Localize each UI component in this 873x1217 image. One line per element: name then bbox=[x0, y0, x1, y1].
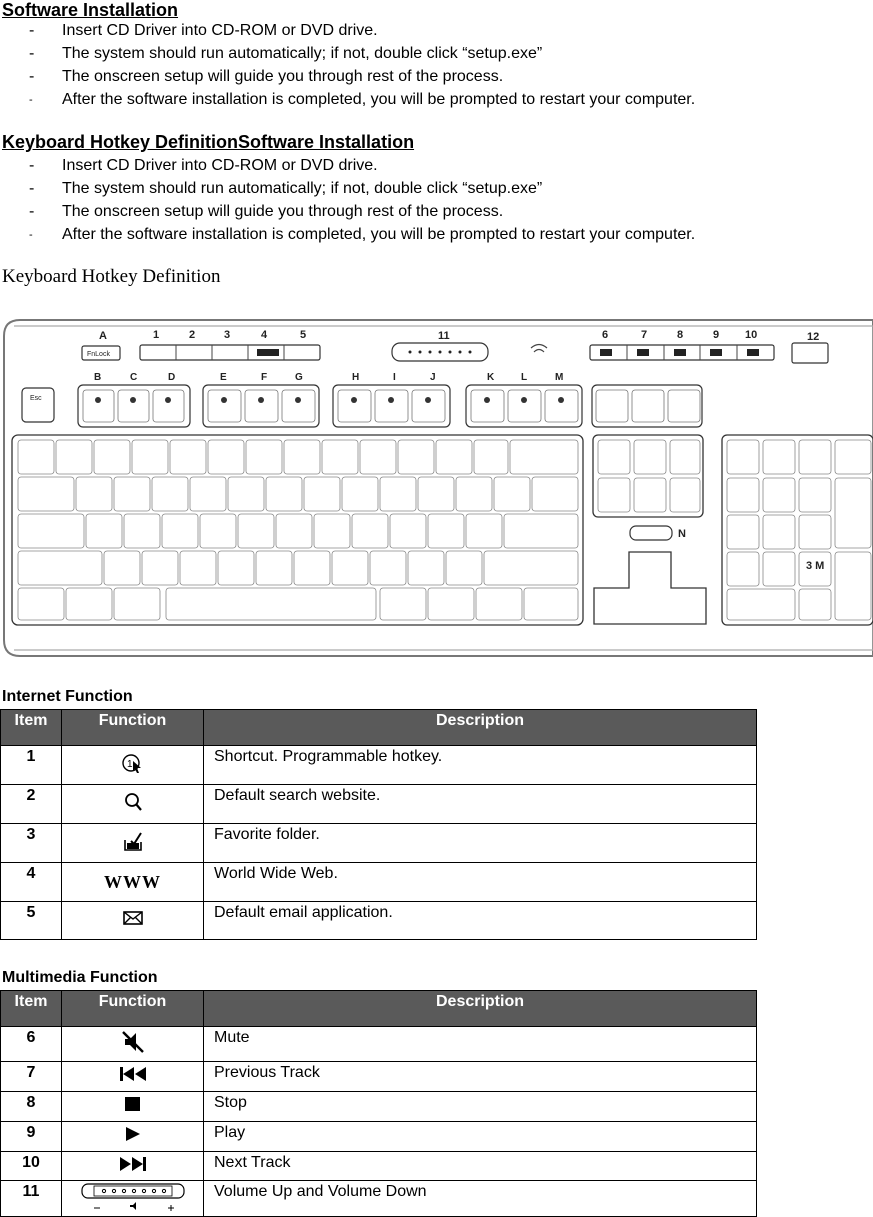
cell-description: Favorite folder. bbox=[204, 824, 757, 863]
cell-item: 8 bbox=[1, 1092, 62, 1122]
install-steps-list-2 bbox=[0, 156, 695, 248]
kb-label-10: 10 bbox=[745, 329, 758, 341]
www-icon: WWW bbox=[104, 871, 161, 892]
kb-fn-M: M bbox=[555, 372, 564, 383]
kb-fn-K: K bbox=[487, 372, 495, 383]
cell-item: 9 bbox=[1, 1122, 62, 1152]
cell-item: 3 bbox=[1, 824, 62, 863]
kb-label-9: 9 bbox=[713, 329, 720, 341]
volume-slider-icon bbox=[78, 1181, 188, 1211]
cell-item: 5 bbox=[1, 902, 62, 940]
list-item: - The onscreen setup will guide you through rest of the process. bbox=[29, 68, 504, 85]
kb-label-N: N bbox=[678, 528, 686, 540]
multimedia-table-title: Multimedia Function bbox=[2, 969, 158, 986]
kb-fn-G: G bbox=[295, 372, 303, 383]
kb-label-11: 11 bbox=[438, 330, 450, 342]
col-item: Item bbox=[1, 710, 62, 746]
list-item: - After the software installation is completed, you will be prompted to restart your computer. bbox=[29, 91, 696, 108]
svg-text:1: 1 bbox=[126, 758, 133, 770]
multimedia-function-table bbox=[0, 990, 757, 1217]
table-row bbox=[1, 785, 757, 824]
kb-label-A: A bbox=[99, 330, 107, 342]
table-row bbox=[1, 1027, 757, 1062]
cell-function bbox=[62, 785, 204, 824]
table-row bbox=[1, 746, 757, 785]
kb-fnlock: FnLock bbox=[87, 351, 110, 358]
cell-description: Volume Up and Volume Down bbox=[204, 1181, 757, 1217]
programmable-hotkey-icon bbox=[121, 752, 145, 774]
keyboard-illustration bbox=[0, 312, 873, 664]
play-icon bbox=[124, 1125, 142, 1143]
col-description: Description bbox=[204, 710, 757, 746]
list-item: - The system should run automatically; if not, double click “setup.exe” bbox=[29, 45, 543, 62]
kb-label-5: 5 bbox=[300, 329, 307, 341]
kb-fn-L: L bbox=[521, 372, 528, 383]
previous-track-icon bbox=[118, 1065, 148, 1083]
cell-function bbox=[62, 863, 204, 902]
list-item: - After the software installation is completed, you will be prompted to restart your computer. bbox=[29, 226, 696, 243]
section-title-software-installation: Software Installation bbox=[2, 0, 179, 20]
cell-item: 10 bbox=[1, 1152, 62, 1181]
table-row bbox=[1, 1152, 757, 1181]
keyboard-diagram bbox=[0, 312, 873, 664]
cell-item: 11 bbox=[1, 1181, 62, 1217]
table-row bbox=[1, 1122, 757, 1152]
table-header-row bbox=[1, 710, 757, 746]
kb-label-2: 2 bbox=[189, 329, 196, 341]
cell-item: 2 bbox=[1, 785, 62, 824]
search-icon bbox=[122, 791, 144, 813]
cell-function bbox=[62, 1062, 204, 1092]
kb-fn-F: F bbox=[261, 372, 268, 383]
cell-function bbox=[62, 746, 204, 785]
kb-label-6: 6 bbox=[602, 329, 609, 341]
list-item: - The onscreen setup will guide you through rest of the process. bbox=[29, 203, 504, 220]
table-row bbox=[1, 1181, 757, 1217]
table-row bbox=[1, 863, 757, 902]
kb-label-3M: 3 M bbox=[806, 560, 825, 572]
cell-description: Mute bbox=[204, 1027, 757, 1062]
table-row bbox=[1, 902, 757, 940]
cell-function bbox=[62, 824, 204, 863]
internet-function-table bbox=[0, 709, 757, 940]
cell-item: 1 bbox=[1, 746, 62, 785]
mute-icon bbox=[120, 1029, 146, 1055]
kb-label-8: 8 bbox=[677, 329, 684, 341]
table-row bbox=[1, 1092, 757, 1122]
kb-fn-D: D bbox=[168, 372, 176, 383]
cell-item: 7 bbox=[1, 1062, 62, 1092]
cell-function bbox=[62, 1027, 204, 1062]
cell-item: 4 bbox=[1, 863, 62, 902]
table-header-row bbox=[1, 991, 757, 1027]
cell-function bbox=[62, 1122, 204, 1152]
kb-label-12: 12 bbox=[807, 331, 820, 343]
kb-fn-J: J bbox=[430, 372, 436, 383]
kb-fn-H: H bbox=[352, 372, 360, 383]
cell-description: Default search website. bbox=[204, 785, 757, 824]
install-steps-list bbox=[0, 21, 695, 113]
cell-description: Shortcut. Programmable hotkey. bbox=[204, 746, 757, 785]
cell-item: 6 bbox=[1, 1027, 62, 1062]
col-item: Item bbox=[1, 991, 62, 1027]
favorite-folder-icon bbox=[122, 830, 144, 852]
email-icon bbox=[121, 908, 145, 928]
stop-icon bbox=[124, 1096, 142, 1112]
cell-description: World Wide Web. bbox=[204, 863, 757, 902]
col-function: Function bbox=[62, 991, 204, 1027]
kb-fn-C: C bbox=[130, 372, 138, 383]
cell-description: Stop bbox=[204, 1092, 757, 1122]
next-track-icon bbox=[118, 1155, 148, 1173]
plain-heading: Keyboard Hotkey Definition bbox=[2, 266, 221, 287]
kb-label-4: 4 bbox=[261, 329, 268, 341]
cell-description: Previous Track bbox=[204, 1062, 757, 1092]
list-item: - Insert CD Driver into CD-ROM or DVD drive. bbox=[29, 22, 378, 39]
kb-fn-E: E bbox=[220, 372, 227, 383]
kb-fn-I: I bbox=[393, 372, 396, 383]
cell-function bbox=[62, 902, 204, 940]
table-row bbox=[1, 824, 757, 863]
kb-label-3: 3 bbox=[224, 329, 231, 341]
table-row bbox=[1, 1062, 757, 1092]
cell-description: Default email application. bbox=[204, 902, 757, 940]
cell-description: Play bbox=[204, 1122, 757, 1152]
cell-description: Next Track bbox=[204, 1152, 757, 1181]
cell-function bbox=[62, 1092, 204, 1122]
col-function: Function bbox=[62, 710, 204, 746]
cell-function bbox=[62, 1181, 204, 1217]
kb-esc: Esc bbox=[30, 395, 42, 402]
internet-table-title: Internet Function bbox=[2, 688, 133, 705]
kb-fn-B: B bbox=[94, 372, 102, 383]
list-item: - The system should run automatically; if not, double click “setup.exe” bbox=[29, 180, 543, 197]
col-description: Description bbox=[204, 991, 757, 1027]
kb-label-1: 1 bbox=[153, 329, 160, 341]
section-title-hotkey: Keyboard Hotkey DefinitionSoftware Installation bbox=[2, 132, 415, 152]
list-item: - Insert CD Driver into CD-ROM or DVD drive. bbox=[29, 157, 378, 174]
cell-function bbox=[62, 1152, 204, 1181]
kb-label-7: 7 bbox=[641, 329, 648, 341]
